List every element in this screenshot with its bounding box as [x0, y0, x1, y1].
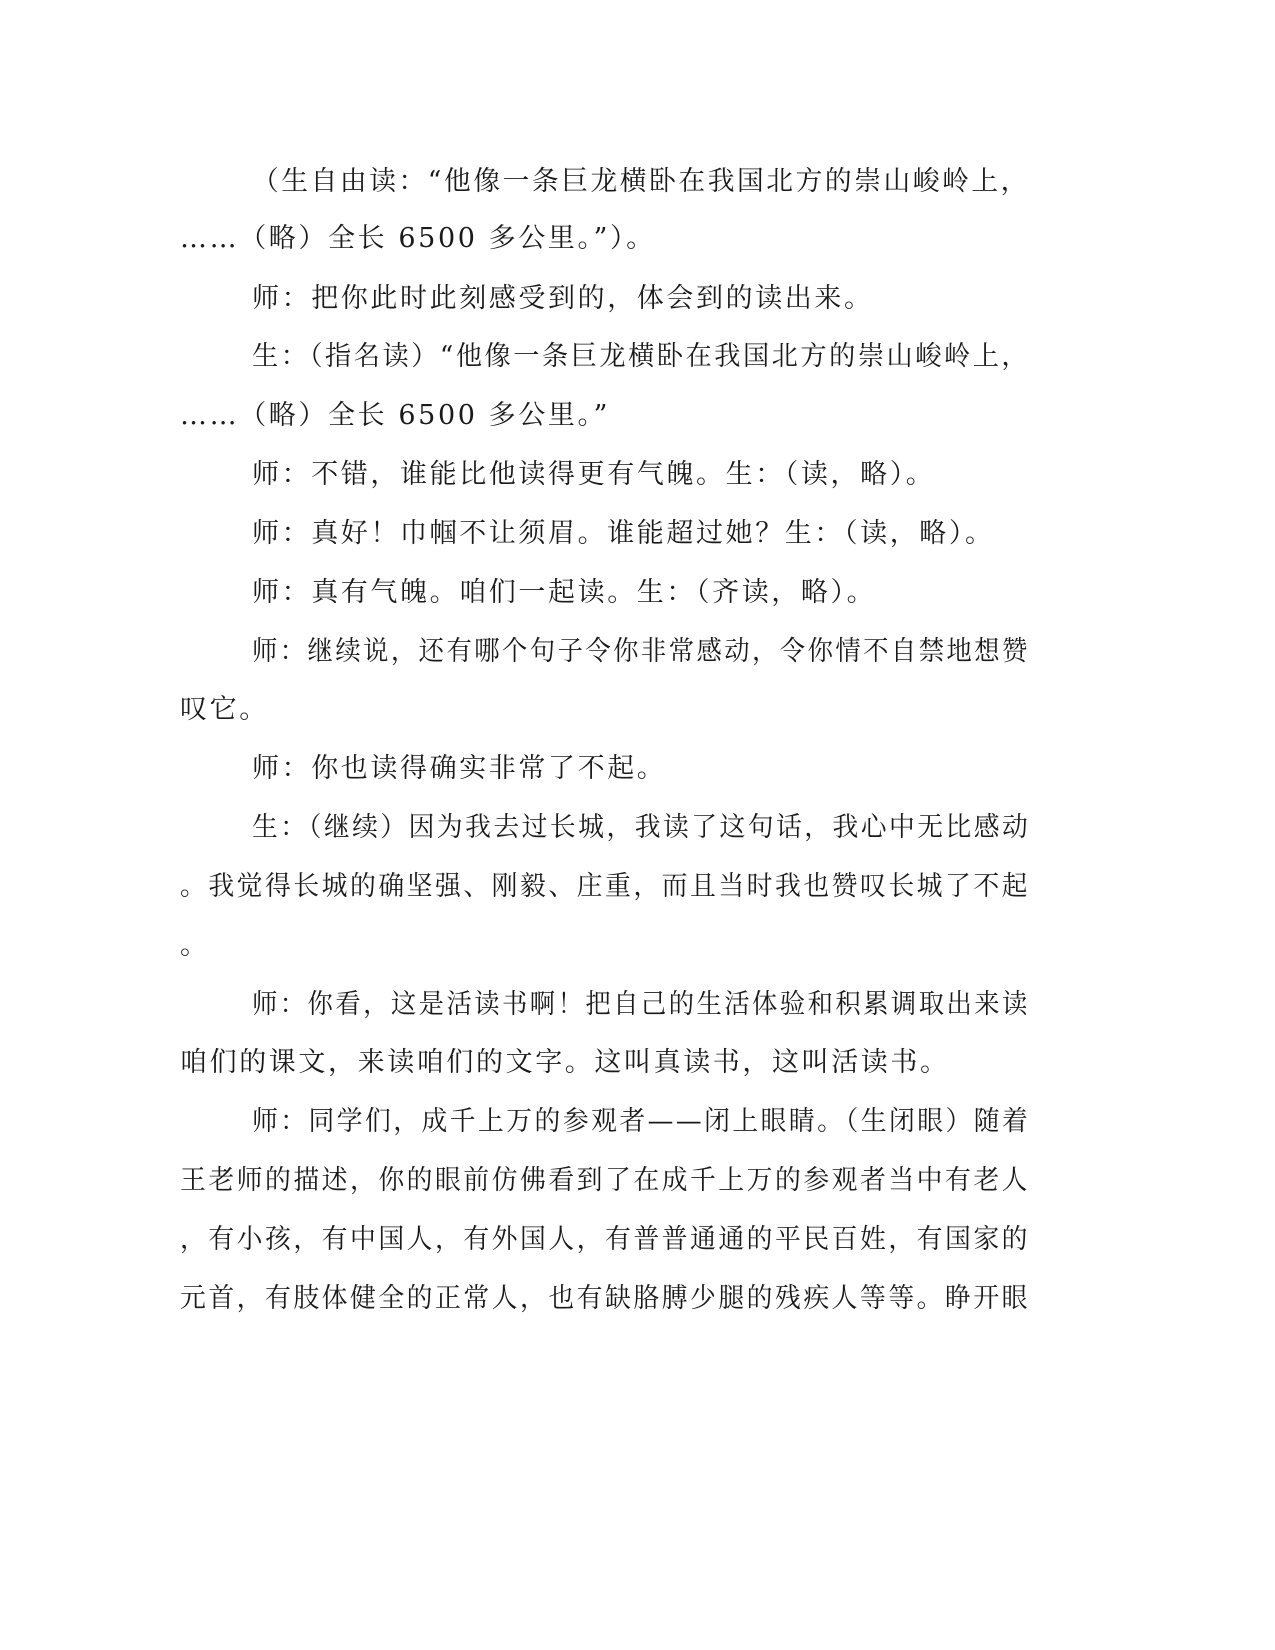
text-line: 师：你也读得确实非常了不起。	[252, 753, 667, 784]
text-line: 师：不错，谁能比他读得更有气魄。生：（读，略）。	[252, 459, 936, 490]
text-line: 王老师的描述，你的眼前仿佛看到了在成千上万的参观者当中有老人	[180, 1165, 1030, 1196]
text-line: ……（略）全长 6500 多公里。”）。	[180, 223, 656, 254]
text-line: 生：（继续）因为我去过长城，我读了这句话，我心中无比感动	[252, 812, 1031, 843]
text-line: 叹它。	[180, 694, 269, 725]
text-line: ，有小孩，有中国人，有外国人，有普普通通的平民百姓，有国家的	[180, 1224, 1030, 1255]
text-line: 师：同学们，成千上万的参观者——闭上眼睛。（生闭眼）随着	[252, 1106, 1031, 1137]
text-line: ……（略）全长 6500 多公里。”	[180, 400, 610, 431]
text-line: 元首，有肢体健全的正常人，也有缺胳膊少腿的残疾人等等。睁开眼	[180, 1283, 1030, 1314]
text-line: 生：（指名读）“他像一条巨龙横卧在我国北方的崇山峻岭上，	[252, 341, 1031, 372]
text-line: 师：把你此时此刻感受到的，体会到的读出来。	[252, 283, 874, 314]
text-line: 。	[180, 930, 210, 961]
text-line: 师：继续说，还有哪个句子令你非常感动，令你情不自禁地想赞	[252, 636, 1030, 667]
text-line: （生自由读：“他像一条巨龙横卧在我国北方的崇山峻岭上，	[252, 166, 1030, 197]
text-line: 师：真有气魄。咱们一起读。生：（齐读，略）。	[252, 577, 877, 608]
text-line: 。我觉得长城的确坚强、刚毅、庄重，而且当时我也赞叹长城了不起	[180, 871, 1030, 902]
text-line: 咱们的课文，来读咱们的文字。这叫真读书，这叫活读书。	[180, 1047, 950, 1078]
text-line: 师：真好！巾帼不让须眉。谁能超过她？生：（读，略）。	[252, 518, 995, 549]
text-line: 师：你看，这是活读书啊！把自己的生活体验和积累调取出来读	[252, 989, 1030, 1020]
